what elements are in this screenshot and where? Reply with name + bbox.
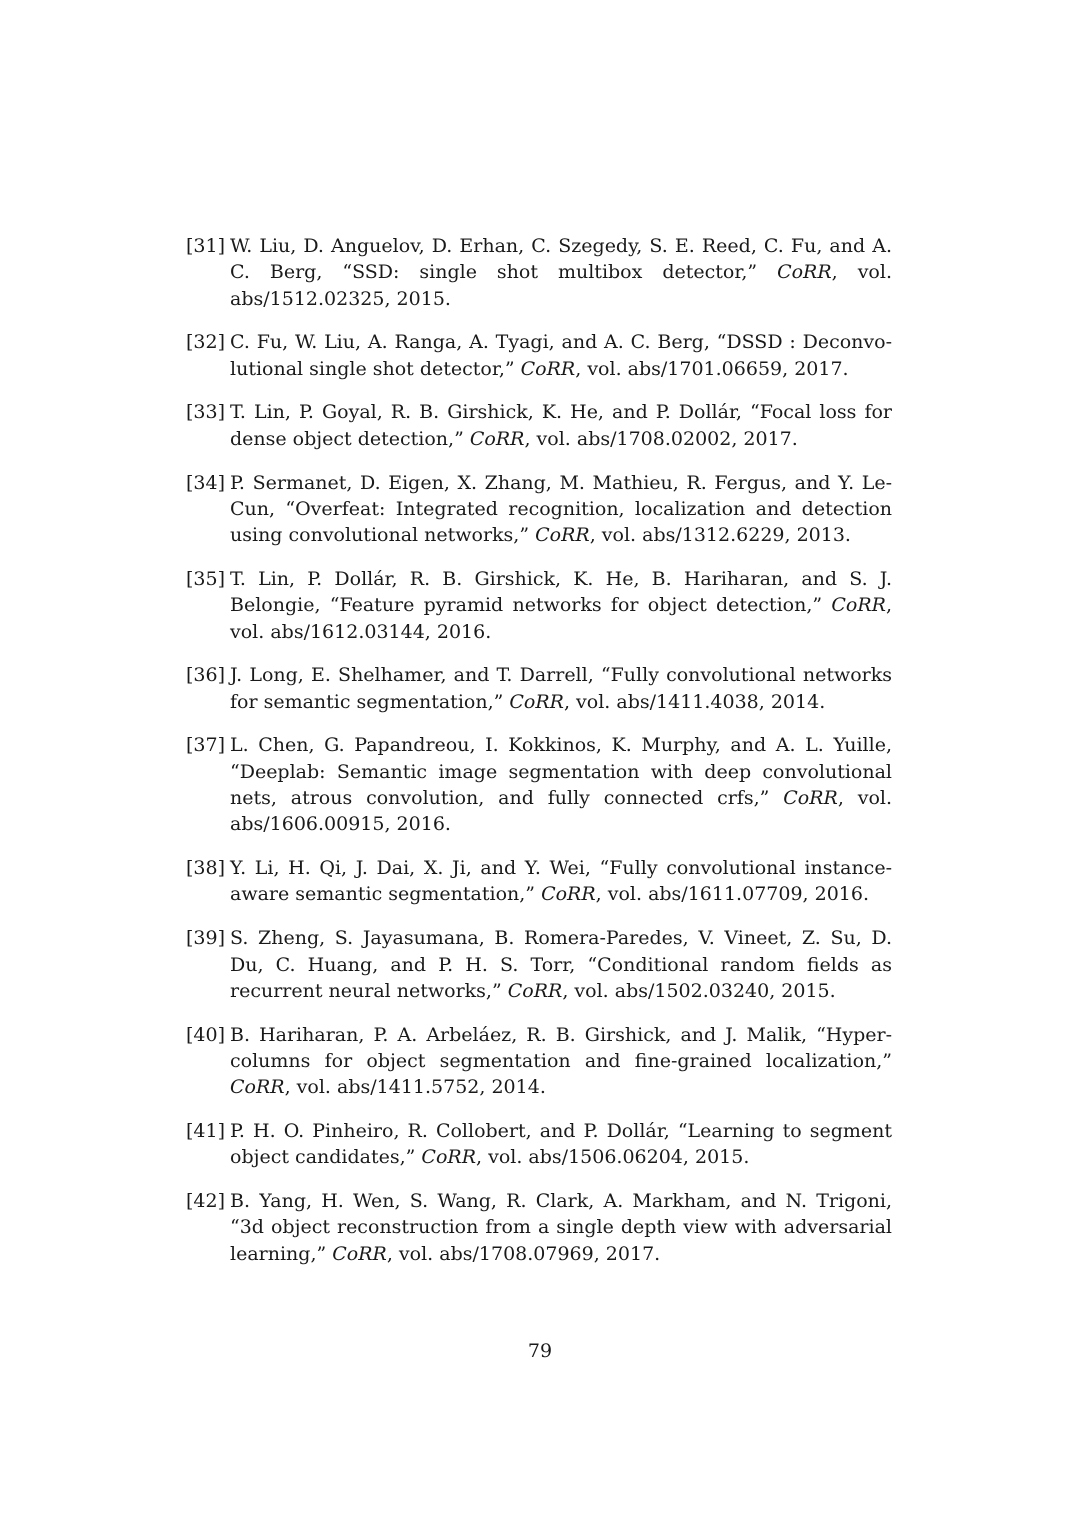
reference-number: [37] — [186, 734, 226, 757]
reference-number: [36] — [186, 664, 226, 687]
reference-text: Y. Li, H. Qi, J. Dai, X. Ji, and Y. Wei, “Fully convolutional instanceaware semantic segmentation,” CoRR, vol. abs/1611.07709, 2016. — [230, 857, 892, 906]
venue: CoRR — [535, 524, 590, 547]
reference-text: W. Liu, D. Anguelov, D. Erhan, C. Szegedy, S. E. Reed, C. Fu, and A. C. Berg, “SSD: single shot multibox detector,” CoRR, vol. abs/1512.02325, 2015. — [230, 235, 892, 310]
venue: CoRR — [783, 787, 838, 810]
reference-text: J. Long, E. Shelhamer, and T. Darrell, “Fully convolutional networks for semantic segmentation,” CoRR, vol. abs/1411.4038, 2014. — [230, 664, 892, 713]
venue: CoRR — [230, 1076, 285, 1099]
reference-number: [40] — [186, 1023, 226, 1046]
reference-number: [42] — [186, 1190, 226, 1213]
reference-text: P. H. O. Pinheiro, R. Collobert, and P. Dollár, “Learning to segment object candidates,” CoRR, vol. abs/1506.06204, 2015. — [230, 1120, 892, 1169]
reference-list — [186, 233, 892, 1285]
reference-number: [41] — [186, 1120, 226, 1143]
reference-item — [186, 233, 892, 312]
reference-text: B. Hariharan, P. A. Arbeláez, R. B. Girshick, and J. Malik, “Hypercolumns for object segmentation and fine-grained localization,” CoRR, vol. abs/1411.5752, 2014. — [230, 1023, 892, 1099]
reference-number: [32] — [186, 331, 226, 354]
reference-item — [186, 399, 892, 452]
reference-number: [39] — [186, 927, 226, 950]
reference-item — [186, 329, 892, 382]
venue: CoRR — [421, 1146, 477, 1169]
venue: CoRR — [507, 979, 563, 1002]
venue: CoRR — [520, 357, 576, 380]
reference-item — [186, 662, 892, 715]
reference-text: B. Yang, H. Wen, S. Wang, R. Clark, A. Markham, and N. Trigoni, “3d object reconstruction from a single depth view with adversarial learning,” CoRR, vol. abs/1708.07969, 2017. — [230, 1190, 892, 1265]
venue: CoRR — [509, 690, 564, 713]
reference-number: [35] — [186, 567, 226, 590]
venue: CoRR — [831, 594, 886, 617]
reference-number: [31] — [186, 235, 226, 257]
reference-number: [34] — [186, 471, 226, 494]
page-number: 79 — [527, 1340, 553, 1362]
reference-item — [186, 1022, 892, 1101]
reference-text: C. Fu, W. Liu, A. Ranga, A. Tyagi, and A. C. Berg, “DSSD : Deconvolutional single shot detector,” CoRR, vol. abs/1701.06659, 2017. — [230, 331, 892, 380]
reference-number: [33] — [186, 401, 226, 424]
venue: CoRR — [469, 427, 525, 450]
venue: CoRR — [541, 883, 596, 906]
reference-text: L. Chen, G. Papandreou, I. Kokkinos, K. Murphy, and A. L. Yuille, “Deeplab: Semantic image segmentation with deep convolutional nets, atrous convolution, and fully connected crfs,” CoRR, vol. abs/1606.00915, 2016. — [230, 734, 892, 836]
reference-item — [186, 925, 892, 1004]
reference-item — [186, 470, 892, 549]
reference-text: P. Sermanet, D. Eigen, X. Zhang, M. Mathieu, R. Fergus, and Y. LeCun, “Overfeat: Integrated recognition, localization and detection using convolutional networks,” CoRR, vol. abs/1312.6229, 2013. — [230, 471, 892, 547]
reference-item — [186, 1188, 892, 1267]
reference-item — [186, 855, 892, 908]
reference-item — [186, 566, 892, 645]
venue: CoRR — [332, 1242, 387, 1265]
reference-item — [186, 1118, 892, 1171]
venue: CoRR — [777, 261, 832, 284]
reference-text: T. Lin, P. Goyal, R. B. Girshick, K. He, and P. Dollár, “Focal loss for dense object detection,” CoRR, vol. abs/1708.02002, 2017. — [230, 401, 892, 450]
reference-number: [38] — [186, 857, 226, 880]
reference-text: S. Zheng, S. Jayasumana, B. Romera-Paredes, V. Vineet, Z. Su, D. Du, C. Huang, and P. H. S. Torr, “Conditional random fields as recurrent neural networks,” CoRR, vol. abs/1502.03240, 2015. — [230, 927, 892, 1002]
reference-item — [186, 732, 892, 837]
reference-text: T. Lin, P. Dollár, R. B. Girshick, K. He, B. Hariharan, and S. J. Belongie, “Feature pyramid networks for object detection,” CoRR, vol. abs/1612.03144, 2016. — [230, 567, 892, 643]
